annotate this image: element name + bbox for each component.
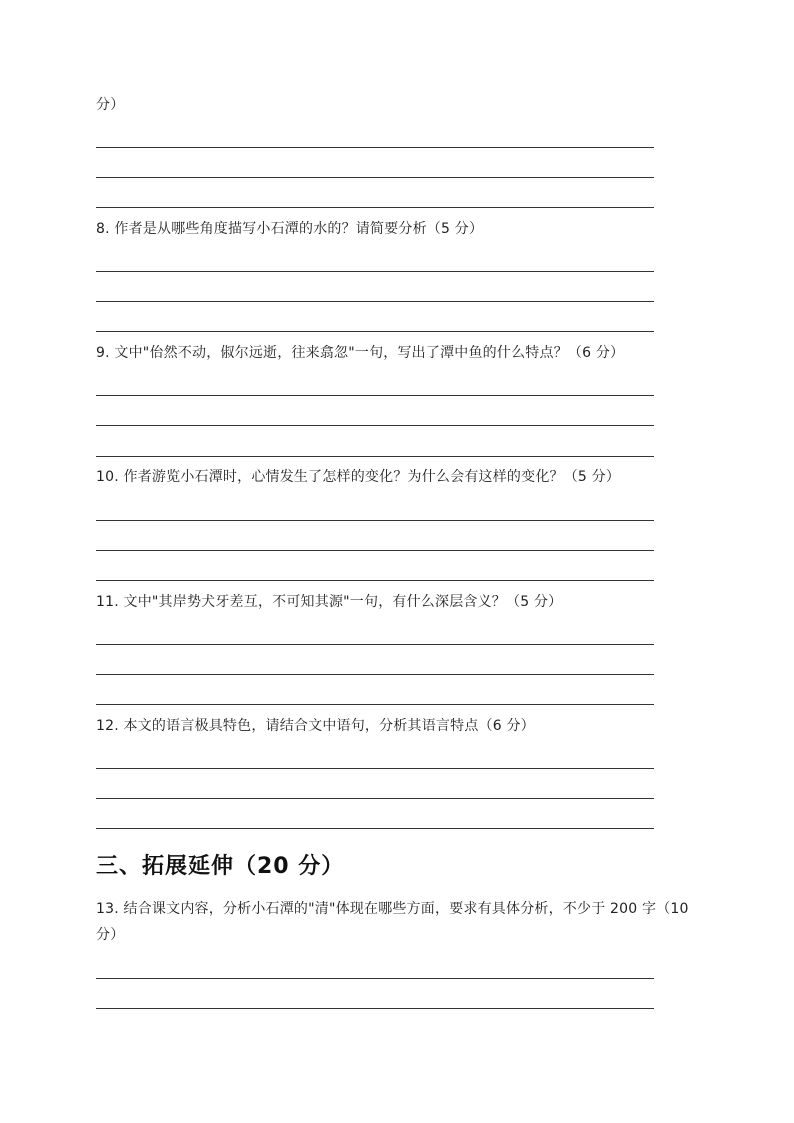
answer-line[interactable] [96,147,654,148]
answer-line[interactable] [96,456,654,457]
answer-line[interactable] [96,301,654,302]
answer-line[interactable] [96,828,654,829]
question-13: 13. 结合课文内容，分析小石潭的"清"体现在哪些方面，要求有具体分析，不少于 200 字（10 分） [96,901,689,943]
question-9: 9. 文中"佁然不动，俶尔远逝，往来翕忽"一句，写出了潭中鱼的什么特点？（6 分） [96,345,625,361]
answer-line[interactable] [96,425,654,426]
question-12: 12. 本文的语言极具特色，请结合文中语句，分析其语言特点（6 分） [96,718,535,734]
answer-line[interactable] [96,704,654,705]
answer-line[interactable] [96,271,654,272]
answer-line[interactable] [96,177,654,178]
continuation-text: 分） [96,97,125,113]
answer-line[interactable] [96,207,654,208]
answer-line[interactable] [96,768,654,769]
answer-line[interactable] [96,550,654,551]
answer-line[interactable] [96,395,654,396]
section-heading: 三、拓展延伸（20 分） [96,854,345,879]
answer-line[interactable] [96,978,654,979]
answer-line[interactable] [96,798,654,799]
answer-line[interactable] [96,580,654,581]
answer-line[interactable] [96,520,654,521]
answer-line[interactable] [96,331,654,332]
answer-line[interactable] [96,644,654,645]
question-10: 10. 作者游览小石潭时，心情发生了怎样的变化？为什么会有这样的变化？（5 分） [96,469,621,485]
question-8: 8. 作者是从哪些角度描写小石潭的水的？请简要分析（5 分） [96,221,484,237]
answer-line[interactable] [96,674,654,675]
question-11: 11. 文中"其岸势犬牙差互，不可知其源"一句，有什么深层含义？（5 分） [96,594,563,610]
answer-line[interactable] [96,1008,654,1009]
